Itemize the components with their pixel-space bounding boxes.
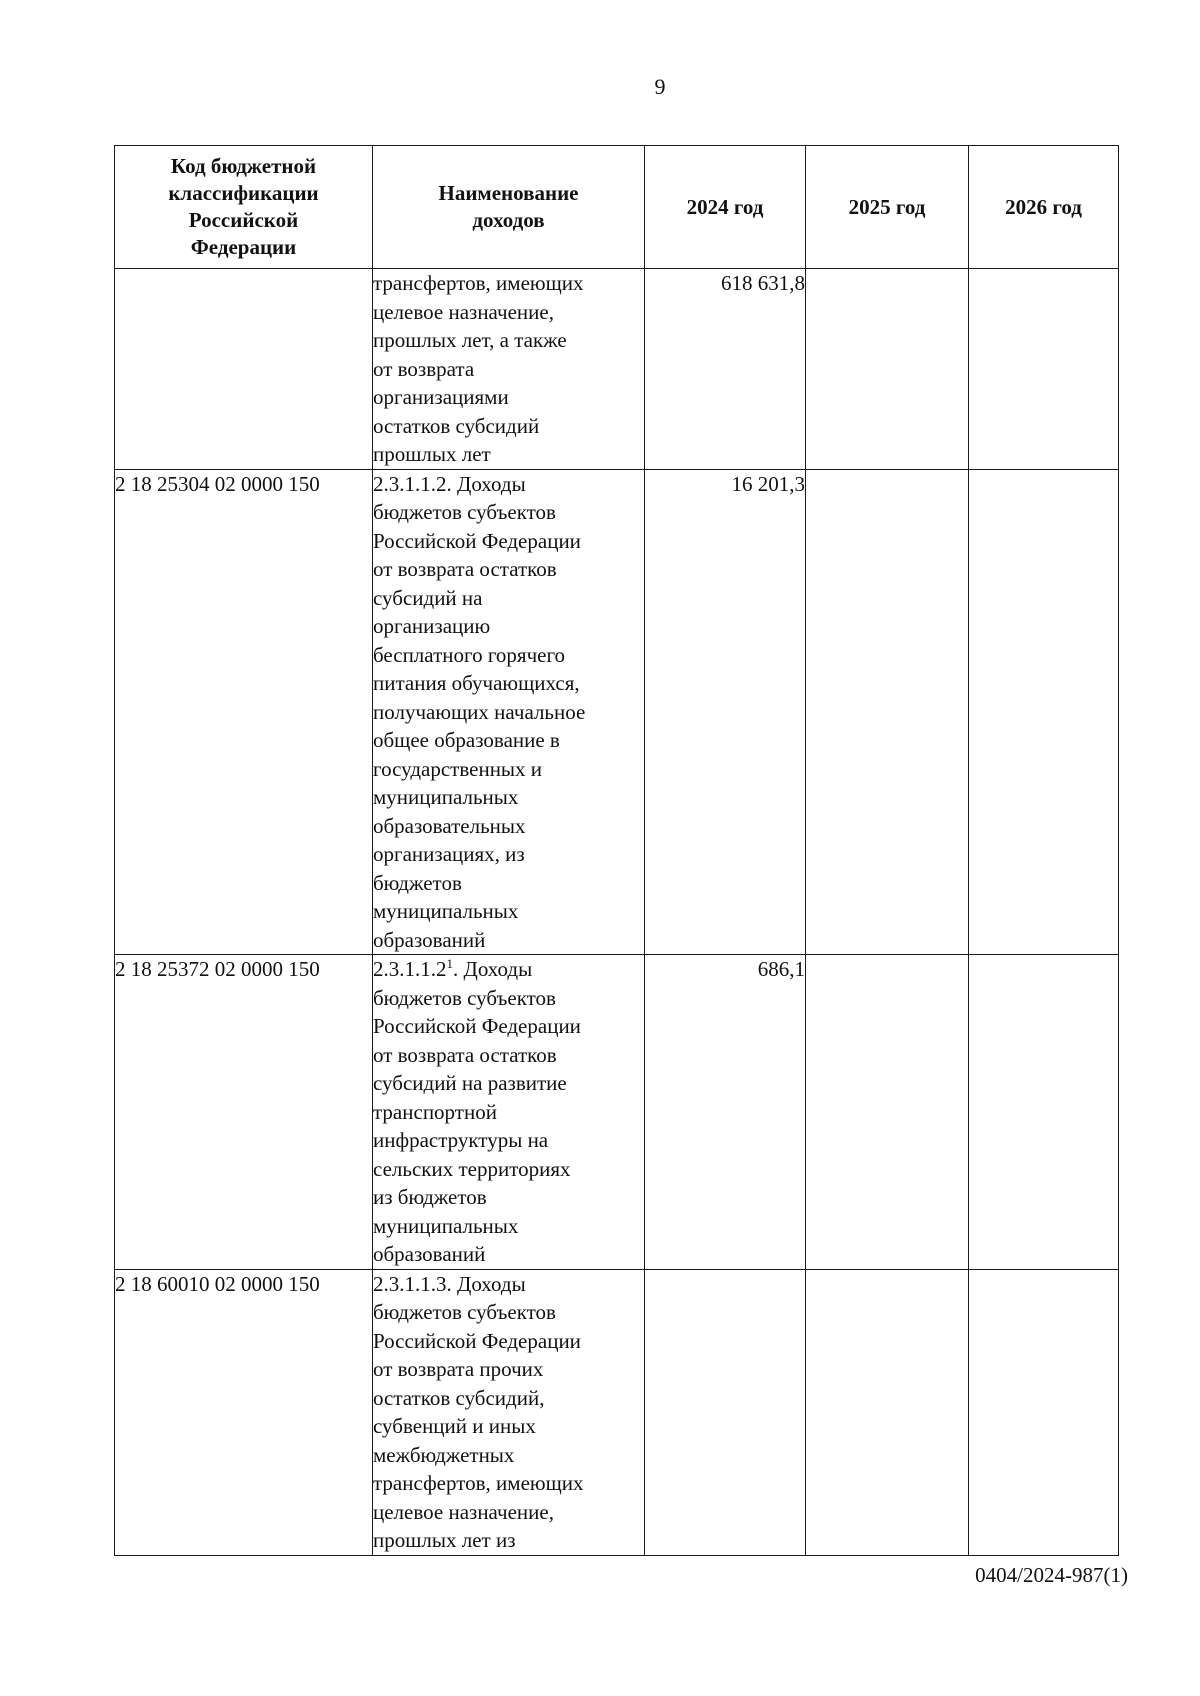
- footnote-marker: 1: [446, 956, 453, 971]
- amount-2024: 16 201,3: [645, 469, 806, 955]
- header-2026: 2026 год: [969, 146, 1119, 269]
- revenue-table: [114, 145, 1119, 1556]
- table-row: [115, 269, 1119, 470]
- name-line: целевое назначение,: [373, 1499, 554, 1524]
- amount-2025: [806, 1269, 969, 1555]
- header-code: [115, 146, 373, 269]
- name-line: бюджетов: [373, 870, 462, 895]
- name-line: организациями: [373, 385, 509, 409]
- amount-2025: [806, 955, 969, 1270]
- name-line: транспортной: [373, 1099, 497, 1124]
- name-line: бюджетов субъектов: [373, 985, 556, 1010]
- name-cell: [373, 955, 645, 1270]
- name-line: трансфертов, имеющих: [373, 271, 584, 295]
- name-line: муниципальных: [373, 899, 519, 923]
- name-line: образований: [373, 927, 486, 952]
- amount-2026: [969, 469, 1119, 955]
- header-2025: 2025 год: [806, 146, 969, 269]
- name-line: Российской Федерации: [373, 528, 581, 553]
- amount-2025: [806, 269, 969, 470]
- name-line: муниципальных: [373, 785, 519, 809]
- header-name-line: доходов: [472, 208, 545, 232]
- name-line: прошлых лет из: [373, 1528, 516, 1552]
- table-row: [115, 955, 1119, 1270]
- name-line: инфраструктуры на: [373, 1128, 549, 1152]
- header-code-line: Федерации: [190, 235, 297, 259]
- header-code-line: Российской: [188, 208, 299, 232]
- page-number: 9: [654, 74, 666, 99]
- header-2024: 2024 год: [645, 146, 806, 269]
- name-line: бесплатного горячего: [373, 642, 566, 667]
- table-header-row: [115, 146, 1119, 269]
- table-row: [115, 1269, 1119, 1555]
- name-line: субсидий на: [373, 585, 483, 610]
- name-line: субсидий на развитие: [373, 1071, 567, 1095]
- name-line: образовательных: [373, 813, 526, 838]
- name-line: прошлых лет, а также: [373, 328, 567, 352]
- name-line: целевое назначение,: [373, 299, 554, 324]
- name-line: организациях, из: [373, 842, 525, 866]
- name-line: межбюджетных: [373, 1442, 515, 1467]
- name-line: субвенций и иных: [373, 1414, 536, 1438]
- name-line: от возврата остатков: [373, 557, 557, 581]
- name-cell: [373, 1269, 645, 1555]
- name-line: общее образование в: [373, 728, 560, 752]
- name-line: прошлых лет: [373, 442, 491, 466]
- code-cell: [115, 269, 373, 470]
- header-code-line: Код бюджетной: [170, 154, 317, 178]
- amount-2026: [969, 1269, 1119, 1555]
- name-line: от возврата остатков: [373, 1042, 557, 1067]
- name-line: питания обучающихся,: [373, 671, 580, 695]
- name-line: Российской Федерации: [373, 1014, 581, 1038]
- header-name: [373, 146, 645, 269]
- name-line: бюджетов субъектов: [373, 500, 556, 524]
- code-cell: 2 18 25372 02 0000 150: [115, 955, 373, 1270]
- name-line: остатков субсидий,: [373, 1385, 545, 1410]
- name-line: от возврата прочих: [373, 1357, 544, 1381]
- name-line: образований: [373, 1242, 486, 1266]
- name-number-suffix: . Доходы: [453, 957, 533, 981]
- name-cell: [373, 469, 645, 955]
- code-cell: 2 18 25304 02 0000 150: [115, 469, 373, 955]
- name-line: трансфертов, имеющих: [373, 1471, 584, 1495]
- amount-2026: [969, 269, 1119, 470]
- name-line: бюджетов субъектов: [373, 1300, 556, 1324]
- name-line: [373, 955, 644, 984]
- document-id: 0404/2024-987(1): [975, 1563, 1128, 1587]
- name-line: получающих начальное: [373, 699, 586, 724]
- name-line: 2.3.1.1.3. Доходы: [373, 1271, 526, 1296]
- header-name-line: Наименование: [438, 181, 579, 205]
- amount-2025: [806, 469, 969, 955]
- header-code-line: классификации: [168, 181, 319, 205]
- amount-2024: 618 631,8: [645, 269, 806, 470]
- amount-2026: [969, 955, 1119, 1270]
- amount-2024: [645, 1269, 806, 1555]
- name-number-prefix: 2.3.1.1.2: [373, 957, 447, 981]
- name-cell: [373, 269, 645, 470]
- table-row: [115, 469, 1119, 955]
- name-line: из бюджетов: [373, 1185, 487, 1209]
- name-line: сельских территориях: [373, 1156, 571, 1181]
- name-line: государственных и: [373, 756, 543, 781]
- name-line: от возврата: [373, 356, 475, 381]
- name-line: 2.3.1.1.2. Доходы: [373, 471, 526, 496]
- name-line: Российской Федерации: [373, 1328, 581, 1353]
- name-line: организацию: [373, 614, 491, 638]
- name-line: муниципальных: [373, 1213, 519, 1238]
- name-line: остатков субсидий: [373, 413, 540, 438]
- amount-2024: 686,1: [645, 955, 806, 1270]
- code-cell: 2 18 60010 02 0000 150: [115, 1269, 373, 1555]
